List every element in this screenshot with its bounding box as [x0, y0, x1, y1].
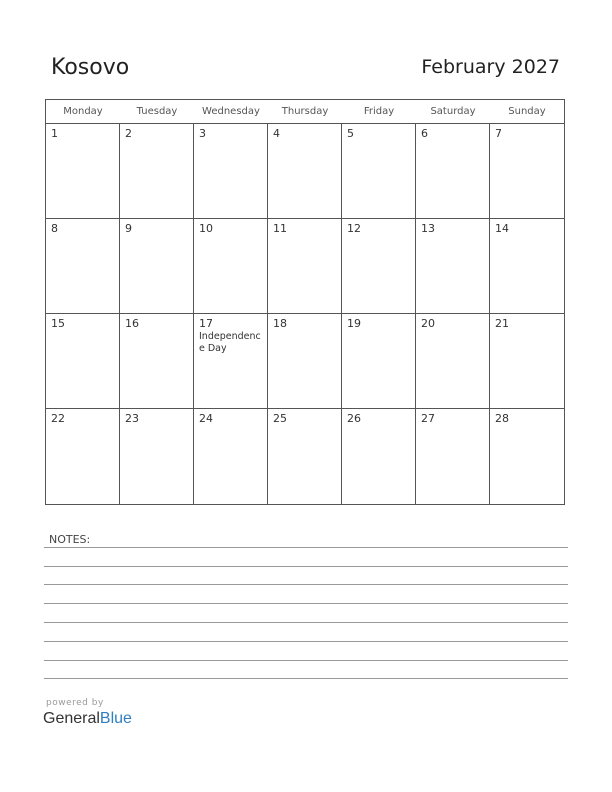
month-title: February 2027: [421, 56, 560, 78]
day-number: 17: [199, 317, 213, 330]
day-number: 11: [273, 222, 287, 235]
weekday-label: Monday: [63, 106, 103, 117]
notes-line: [44, 660, 568, 661]
day-cell[interactable]: [416, 409, 490, 504]
day-cell[interactable]: [194, 124, 268, 219]
day-cell[interactable]: [490, 124, 564, 219]
weekday-label: Thursday: [281, 106, 329, 117]
day-number: 6: [421, 127, 428, 140]
day-cell[interactable]: [342, 314, 416, 409]
day-cell[interactable]: [194, 219, 268, 314]
day-number: 26: [347, 412, 361, 425]
day-cell[interactable]: [416, 314, 490, 409]
day-number: 22: [51, 412, 65, 425]
notes-line: [44, 622, 568, 623]
notes-line: [44, 641, 568, 642]
day-number: 9: [125, 222, 132, 235]
brand-logo[interactable]: [43, 710, 132, 728]
day-grid: [46, 124, 564, 504]
day-number: 25: [273, 412, 287, 425]
day-cell[interactable]: [268, 314, 342, 409]
day-cell[interactable]: [268, 219, 342, 314]
day-cell[interactable]: [46, 124, 120, 219]
day-cell[interactable]: [194, 314, 268, 409]
day-number: 23: [125, 412, 139, 425]
notes-line: [44, 603, 568, 604]
holiday-label: Independence Day: [199, 331, 261, 354]
day-cell[interactable]: [416, 219, 490, 314]
notes-label: NOTES:: [49, 533, 91, 546]
day-number: 24: [199, 412, 213, 425]
day-cell[interactable]: [46, 409, 120, 504]
day-cell[interactable]: [490, 219, 564, 314]
day-cell[interactable]: [120, 409, 194, 504]
day-number: 19: [347, 317, 361, 330]
day-number: 1: [51, 127, 58, 140]
day-number: 2: [125, 127, 132, 140]
calendar-grid: [45, 99, 565, 505]
day-number: 4: [273, 127, 280, 140]
notes-line: [44, 547, 568, 548]
day-cell[interactable]: [120, 314, 194, 409]
weekday-header: [46, 100, 564, 124]
weekday-label: Sunday: [508, 106, 546, 117]
day-cell[interactable]: [268, 409, 342, 504]
day-cell[interactable]: [194, 409, 268, 504]
day-cell[interactable]: [120, 219, 194, 314]
day-number: 3: [199, 127, 206, 140]
day-number: 13: [421, 222, 435, 235]
day-cell[interactable]: [268, 124, 342, 219]
day-cell[interactable]: [342, 219, 416, 314]
day-number: 20: [421, 317, 435, 330]
brand-blue: Blue: [99, 710, 132, 727]
day-cell[interactable]: [342, 409, 416, 504]
weekday-label: Tuesday: [136, 106, 178, 117]
day-cell[interactable]: [416, 124, 490, 219]
day-number: 16: [125, 317, 139, 330]
day-number: 27: [421, 412, 435, 425]
day-cell[interactable]: [490, 314, 564, 409]
country-title: Kosovo: [51, 55, 130, 80]
day-number: 7: [495, 127, 502, 140]
day-number: 14: [495, 222, 509, 235]
day-number: 15: [51, 317, 65, 330]
day-cell[interactable]: [342, 124, 416, 219]
day-cell[interactable]: [120, 124, 194, 219]
day-number: 10: [199, 222, 213, 235]
notes-line: [44, 566, 568, 567]
notes-line: [44, 678, 568, 679]
day-number: 18: [273, 317, 287, 330]
weekday-label: Wednesday: [202, 106, 260, 117]
day-number: 8: [51, 222, 58, 235]
day-cell[interactable]: [46, 219, 120, 314]
day-number: 5: [347, 127, 354, 140]
brand-general: General: [43, 710, 100, 727]
day-number: 12: [347, 222, 361, 235]
day-cell[interactable]: [490, 409, 564, 504]
day-cell[interactable]: [46, 314, 120, 409]
weekday-label: Friday: [363, 106, 395, 117]
weekday-label: Saturday: [430, 106, 476, 117]
powered-by-text: powered by: [46, 698, 104, 708]
day-number: 28: [495, 412, 509, 425]
day-number: 21: [495, 317, 509, 330]
notes-line: [44, 584, 568, 585]
